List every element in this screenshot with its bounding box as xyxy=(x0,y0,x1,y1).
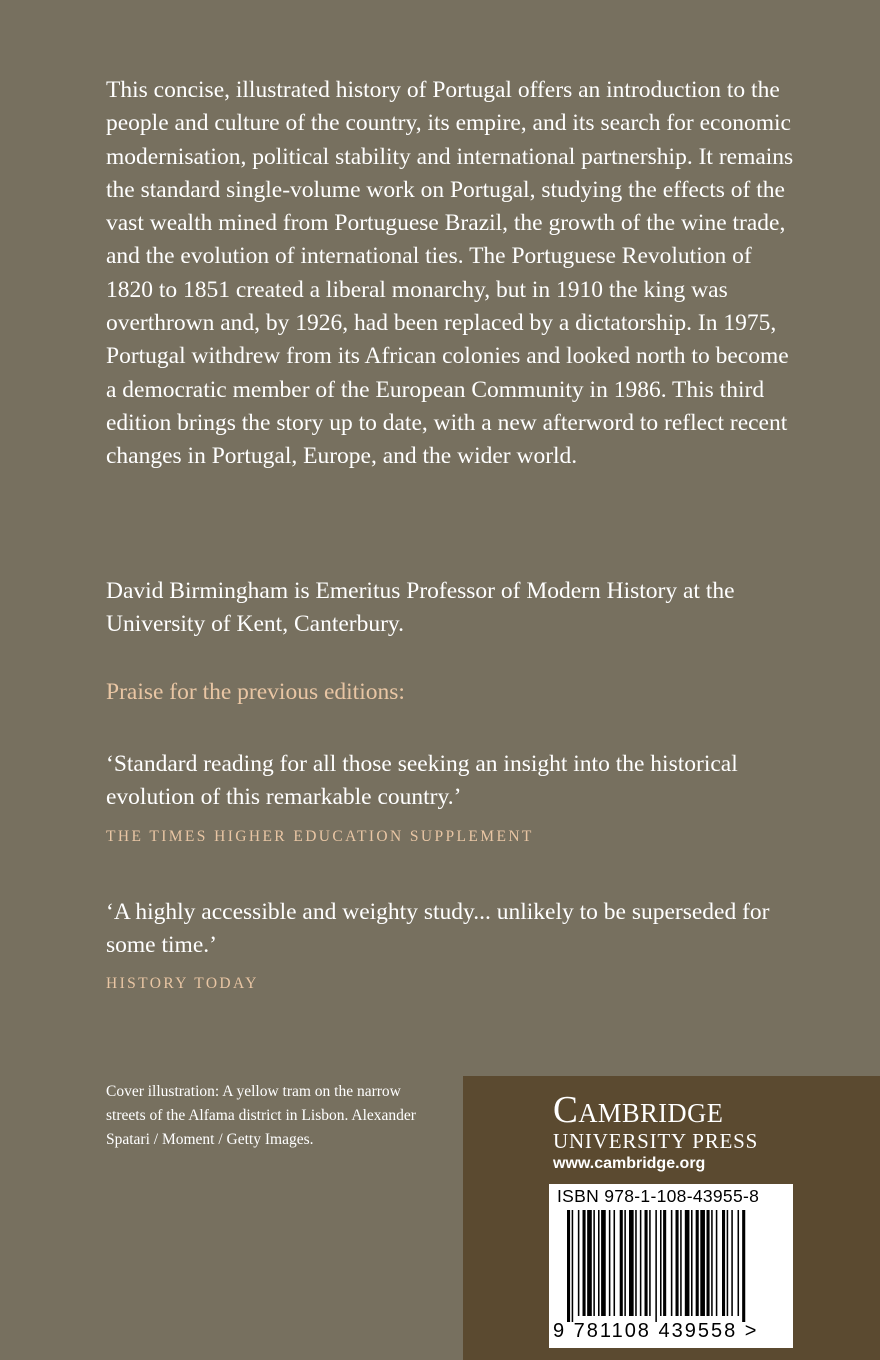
barcode-stripe xyxy=(640,1210,642,1316)
barcode-stripe xyxy=(620,1210,623,1316)
praise-heading: Praise for the previous editions: xyxy=(106,679,405,705)
barcode-stripe xyxy=(700,1210,705,1316)
barcode-stripe xyxy=(727,1210,729,1316)
barcode-stripe xyxy=(635,1210,637,1316)
barcode-stripe xyxy=(696,1210,699,1316)
barcode-stripe xyxy=(614,1210,616,1316)
barcode-stripe xyxy=(655,1210,657,1322)
barcode-stripe xyxy=(663,1210,666,1316)
barcode-digits: 9 781108 439558 > xyxy=(553,1320,759,1342)
barcode-stripe xyxy=(707,1210,710,1316)
barcode-stripe xyxy=(572,1210,574,1322)
cover-credit: Cover illustration: A yellow tram on the narrow streets of the Alfama district in Lisbon. Alexander Spatari / Moment / Getty Images. xyxy=(106,1083,416,1149)
blurb-text: This concise, illustrated history of Portugal offers an introduction to the people and culture of the country, its empire, and its search for economic modernisation, political stability and international partnership. It remains the standard single-volume work on Portugal, studying the effects of the vast wealth mined from Portuguese Brazil, the growth of the wine trade, and the evolution of international ties. The Portuguese Revolution of 1820 to 1851 created a liberal monarchy, but in 1910 the king was overthrown and, by 1926, had been replaced by a dictatorship. In 1975, Portugal withdrew from its African colonies and looked north to become a democratic member of the European Community in 1986. This third edition brings the story up to date, with a new afterword to reflect recent changes in Portugal, Europe, and the wider world. xyxy=(106,77,794,470)
barcode-stripe xyxy=(578,1210,580,1316)
barcode-stripe xyxy=(629,1210,634,1316)
barcode-stripe xyxy=(609,1210,611,1316)
isbn-label: ISBN 978-1-108-43955-8 xyxy=(557,1186,760,1206)
barcode-stripe xyxy=(676,1210,679,1316)
barcode-stripe xyxy=(624,1210,626,1316)
barcode-stripe xyxy=(711,1210,713,1316)
review-quote: ‘A highly accessible and weighty study... unlikely to be superseded for some time.’ xyxy=(106,899,770,959)
barcode-stripe xyxy=(587,1210,592,1316)
barcode-stripe xyxy=(685,1210,690,1316)
barcode-stripe xyxy=(671,1210,673,1316)
barcode xyxy=(549,1184,793,1348)
barcode-stripe xyxy=(691,1210,693,1316)
review-source: HISTORY TODAY xyxy=(106,975,259,992)
barcode-stripe xyxy=(738,1210,740,1316)
barcode-stripe xyxy=(583,1210,586,1316)
review-source: THE TIMES HIGHER EDUCATION SUPPLEMENT xyxy=(106,828,534,845)
review-quote: ‘Standard reading for all those seeking an insight into the historical evolution of this remarkable country.’ xyxy=(106,751,738,811)
barcode-stripe xyxy=(731,1210,733,1316)
publisher-url: www.cambridge.org xyxy=(553,1155,706,1172)
barcode-stripe xyxy=(567,1210,570,1322)
publisher-logo-press: UNIVERSITY PRESS xyxy=(553,1129,759,1153)
barcode-stripe xyxy=(716,1210,718,1316)
barcode-stripe xyxy=(742,1210,745,1322)
author-bio: David Birmingham is Emeritus Professor of Modern History at the University of Kent, Canterbury. xyxy=(106,578,735,638)
publisher-panel xyxy=(463,1076,880,1360)
barcode-stripe xyxy=(649,1210,651,1316)
barcode-bars xyxy=(553,1210,789,1322)
publisher-logo-name: Cambridge xyxy=(553,1089,724,1131)
barcode-stripe xyxy=(593,1210,595,1316)
barcode-stripe xyxy=(722,1210,725,1316)
barcode-stripe xyxy=(660,1210,662,1316)
barcode-stripe xyxy=(645,1210,648,1316)
barcode-stripe xyxy=(680,1210,682,1316)
barcode-stripe xyxy=(601,1210,606,1316)
barcode-stripe xyxy=(598,1210,600,1316)
